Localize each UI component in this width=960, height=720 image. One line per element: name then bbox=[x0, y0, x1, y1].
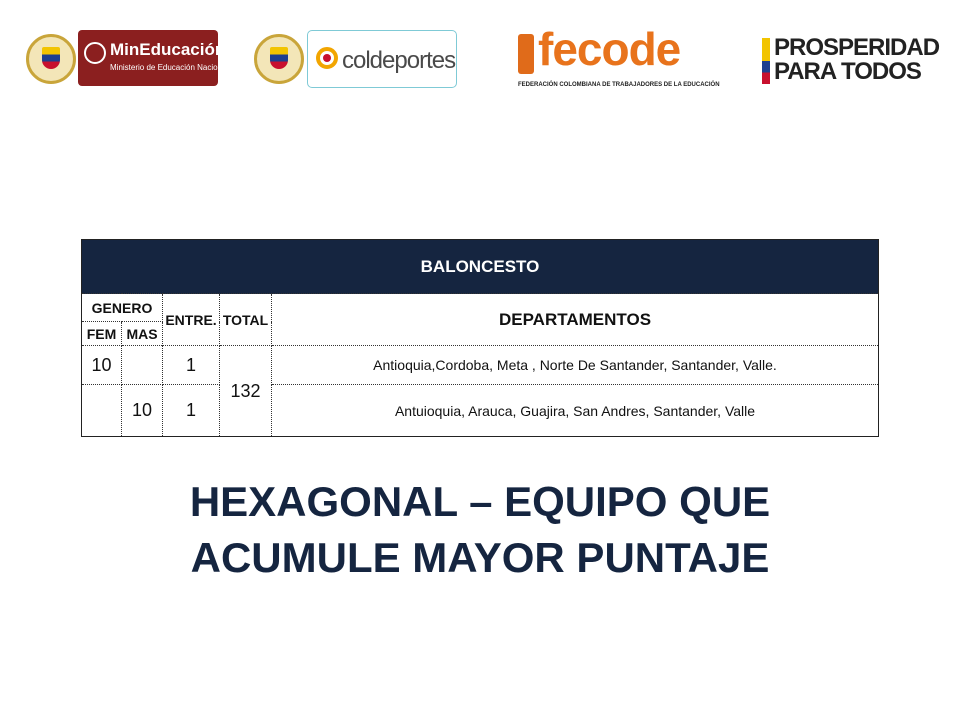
headline bbox=[0, 474, 960, 586]
headline-line1: HEXAGONAL – EQUIPO QUE bbox=[189, 478, 771, 525]
prosperidad-logo bbox=[762, 36, 942, 86]
flag-bar-icon bbox=[762, 38, 770, 84]
cell-fem bbox=[82, 385, 122, 437]
header-departamentos: DEPARTAMENTOS bbox=[272, 294, 879, 346]
fecode-name: fecode bbox=[538, 23, 681, 75]
cell-mas: 10 bbox=[122, 385, 163, 437]
fecode-logo bbox=[518, 23, 720, 92]
header-genero: GENERO bbox=[82, 294, 163, 322]
cell-mas bbox=[122, 346, 163, 385]
coldeportes-icon bbox=[316, 47, 338, 69]
fecode-icon bbox=[518, 34, 534, 74]
cell-total: 132 bbox=[220, 346, 272, 437]
cell-entre: 1 bbox=[163, 346, 220, 385]
header-fem: FEM bbox=[82, 322, 122, 346]
header-entre: ENTRE. bbox=[163, 294, 220, 346]
cell-departamentos: Antuioquia, Arauca, Guajira, San Andres, Santander, Valle bbox=[272, 385, 879, 437]
cell-entre: 1 bbox=[163, 385, 220, 437]
header-mas: MAS bbox=[122, 322, 163, 346]
prosperidad-line1: PROSPERIDAD bbox=[774, 34, 940, 61]
mineducacion-subtitle: Ministerio de Educación Nacional bbox=[110, 63, 229, 72]
headline-line2: ACUMULE MAYOR PUNTAJE bbox=[190, 534, 770, 581]
prosperidad-line2: PARA TODOS bbox=[774, 58, 921, 85]
table-title: BALONCESTO bbox=[82, 240, 879, 294]
cell-departamentos: Antioquia,Cordoba, Meta , Norte De Santander, Santander, Valle. bbox=[272, 346, 879, 385]
mineducacion-icon bbox=[84, 42, 106, 64]
table-row bbox=[82, 346, 879, 385]
cell-fem: 10 bbox=[82, 346, 122, 385]
colombia-seal-icon bbox=[254, 34, 304, 84]
header-total: TOTAL bbox=[220, 294, 272, 346]
mineducacion-name: MinEducación bbox=[110, 40, 226, 59]
mineducacion-logo bbox=[78, 30, 229, 86]
colombia-seal-icon bbox=[26, 34, 76, 84]
logo-bar bbox=[0, 23, 960, 94]
baloncesto-table bbox=[81, 239, 879, 437]
coldeportes-name: coldeportes bbox=[342, 47, 456, 74]
table-row bbox=[82, 385, 879, 437]
fecode-subtitle: FEDERACIÓN COLOMBIANA DE TRABAJADORES DE LA EDUCACIÓN bbox=[518, 82, 720, 88]
coldeportes-logo bbox=[307, 30, 457, 88]
